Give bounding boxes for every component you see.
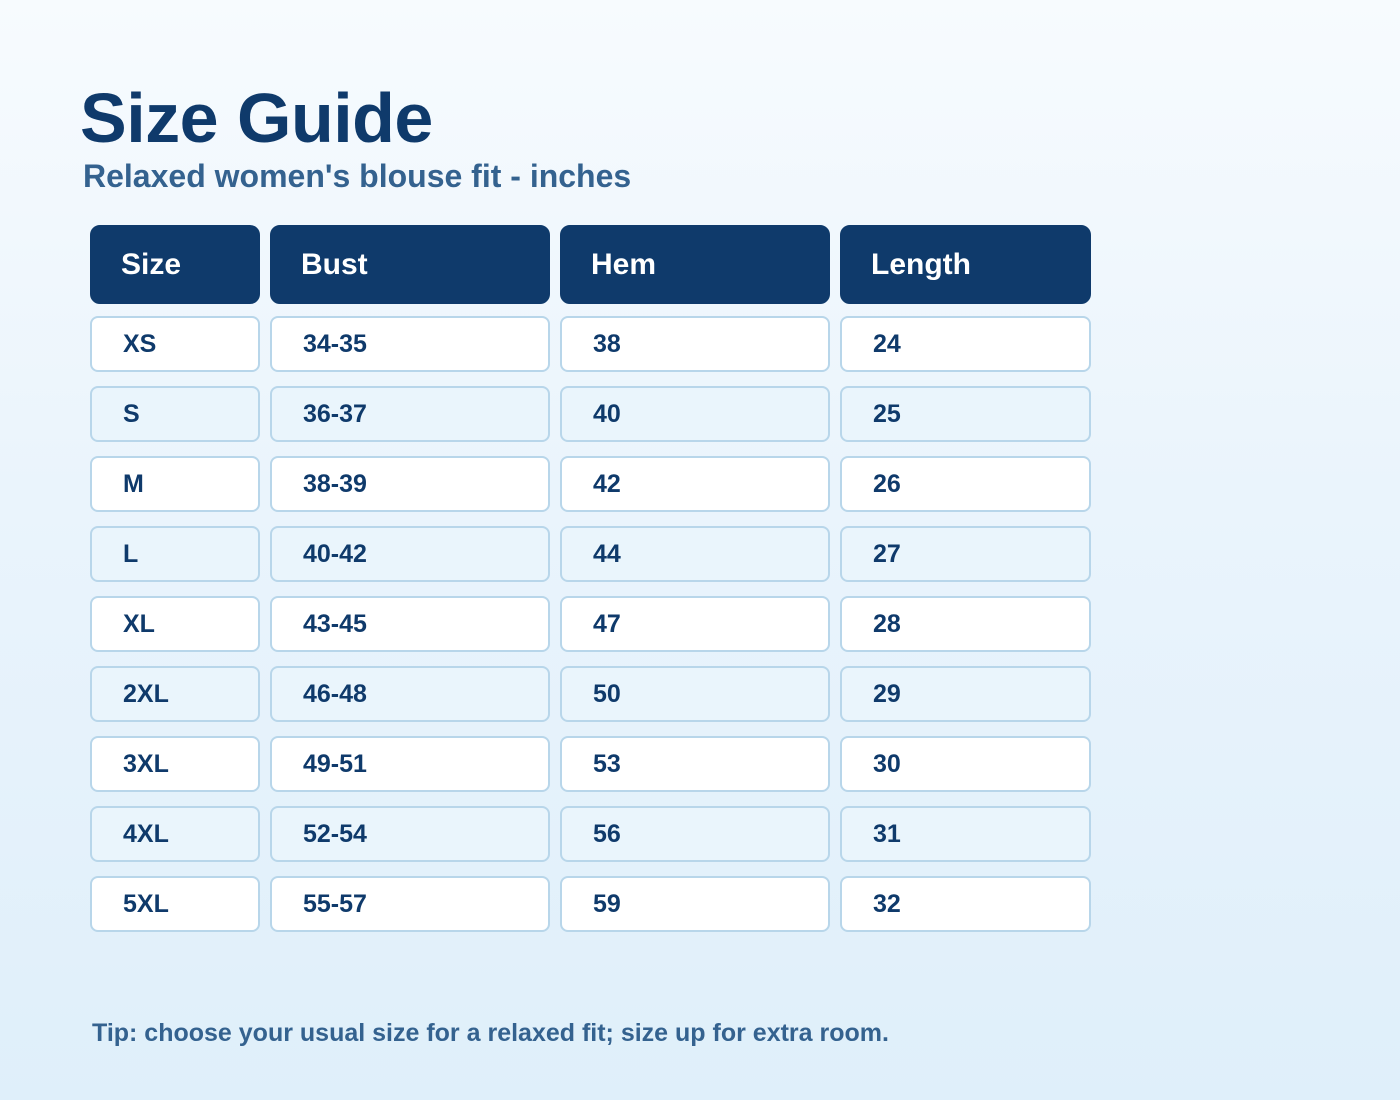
hem-cell: 38 [560,316,830,372]
table-row [90,456,1091,512]
bust-cell: 36-37 [270,386,550,442]
table-row [90,666,1091,722]
table-row [90,596,1091,652]
bust-cell: 55-57 [270,876,550,932]
length-cell: 32 [840,876,1091,932]
column-header-hem: Hem [560,225,830,304]
table-row [90,386,1091,442]
table-row [90,806,1091,862]
size-cell: XS [90,316,260,372]
hem-cell: 40 [560,386,830,442]
length-cell: 29 [840,666,1091,722]
size-table [90,225,1091,946]
bust-cell: 46-48 [270,666,550,722]
bust-cell: 49-51 [270,736,550,792]
length-cell: 24 [840,316,1091,372]
hem-cell: 42 [560,456,830,512]
page-title: Size Guide [80,79,433,157]
length-cell: 25 [840,386,1091,442]
table-row [90,876,1091,932]
hem-cell: 53 [560,736,830,792]
size-cell: M [90,456,260,512]
column-header-length: Length [840,225,1091,304]
table-header-row [90,225,1091,304]
column-header-bust: Bust [270,225,550,304]
size-cell: 5XL [90,876,260,932]
bust-cell: 40-42 [270,526,550,582]
bust-cell: 43-45 [270,596,550,652]
fit-tip: Tip: choose your usual size for a relaxed fit; size up for extra room. [92,1019,889,1047]
size-cell: 3XL [90,736,260,792]
table-row [90,316,1091,372]
hem-cell: 56 [560,806,830,862]
column-header-size: Size [90,225,260,304]
length-cell: 27 [840,526,1091,582]
hem-cell: 50 [560,666,830,722]
size-cell: S [90,386,260,442]
bust-cell: 34-35 [270,316,550,372]
length-cell: 28 [840,596,1091,652]
table-row [90,526,1091,582]
page-subtitle: Relaxed women's blouse fit - inches [83,158,632,194]
size-cell: 2XL [90,666,260,722]
length-cell: 31 [840,806,1091,862]
hem-cell: 44 [560,526,830,582]
table-row [90,736,1091,792]
size-cell: L [90,526,260,582]
bust-cell: 38-39 [270,456,550,512]
bust-cell: 52-54 [270,806,550,862]
size-cell: XL [90,596,260,652]
hem-cell: 47 [560,596,830,652]
length-cell: 26 [840,456,1091,512]
size-cell: 4XL [90,806,260,862]
hem-cell: 59 [560,876,830,932]
length-cell: 30 [840,736,1091,792]
